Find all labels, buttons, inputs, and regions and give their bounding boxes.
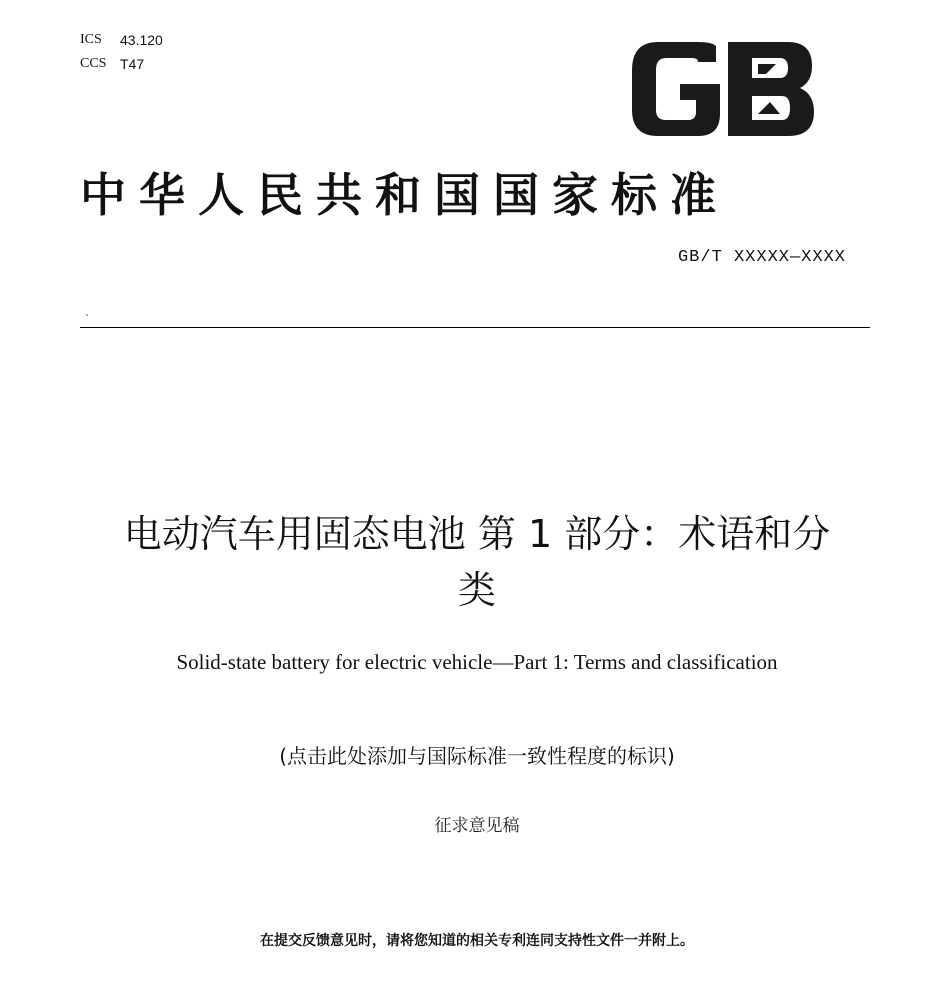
- document-title-line-1: 电动汽车用固态电池 第 1 部分：术语和分: [123, 512, 831, 556]
- english-title: Solid-state battery for electric vehicle—Part 1: Terms and classification: [176, 650, 778, 674]
- ics-row: [80, 28, 163, 52]
- draft-status: 征求意见稿: [434, 816, 520, 836]
- national-standard-title: 中华人民共和国国家标准: [80, 168, 729, 222]
- conformity-placeholder[interactable]: (点击此处添加与国际标准一致性程度的标识): [279, 744, 675, 768]
- document-title-line-2: 类: [457, 568, 496, 612]
- ccs-row: [80, 52, 163, 76]
- tick-mark: `: [85, 312, 89, 326]
- ics-label: ICS: [80, 32, 102, 47]
- classification-codes: [80, 28, 163, 76]
- ics-code: 43.120: [120, 32, 163, 48]
- document-title: [60, 506, 894, 618]
- gb-logo: [628, 40, 818, 138]
- ccs-code: T47: [120, 56, 145, 72]
- patent-notice: 在提交反馈意见时，请将您知道的相关专利连同支持性文件一并附上。: [260, 933, 694, 949]
- standard-number: GB/T XXXXX—XXXX: [677, 248, 846, 267]
- ccs-label: CCS: [80, 56, 107, 71]
- header-divider: [80, 327, 870, 328]
